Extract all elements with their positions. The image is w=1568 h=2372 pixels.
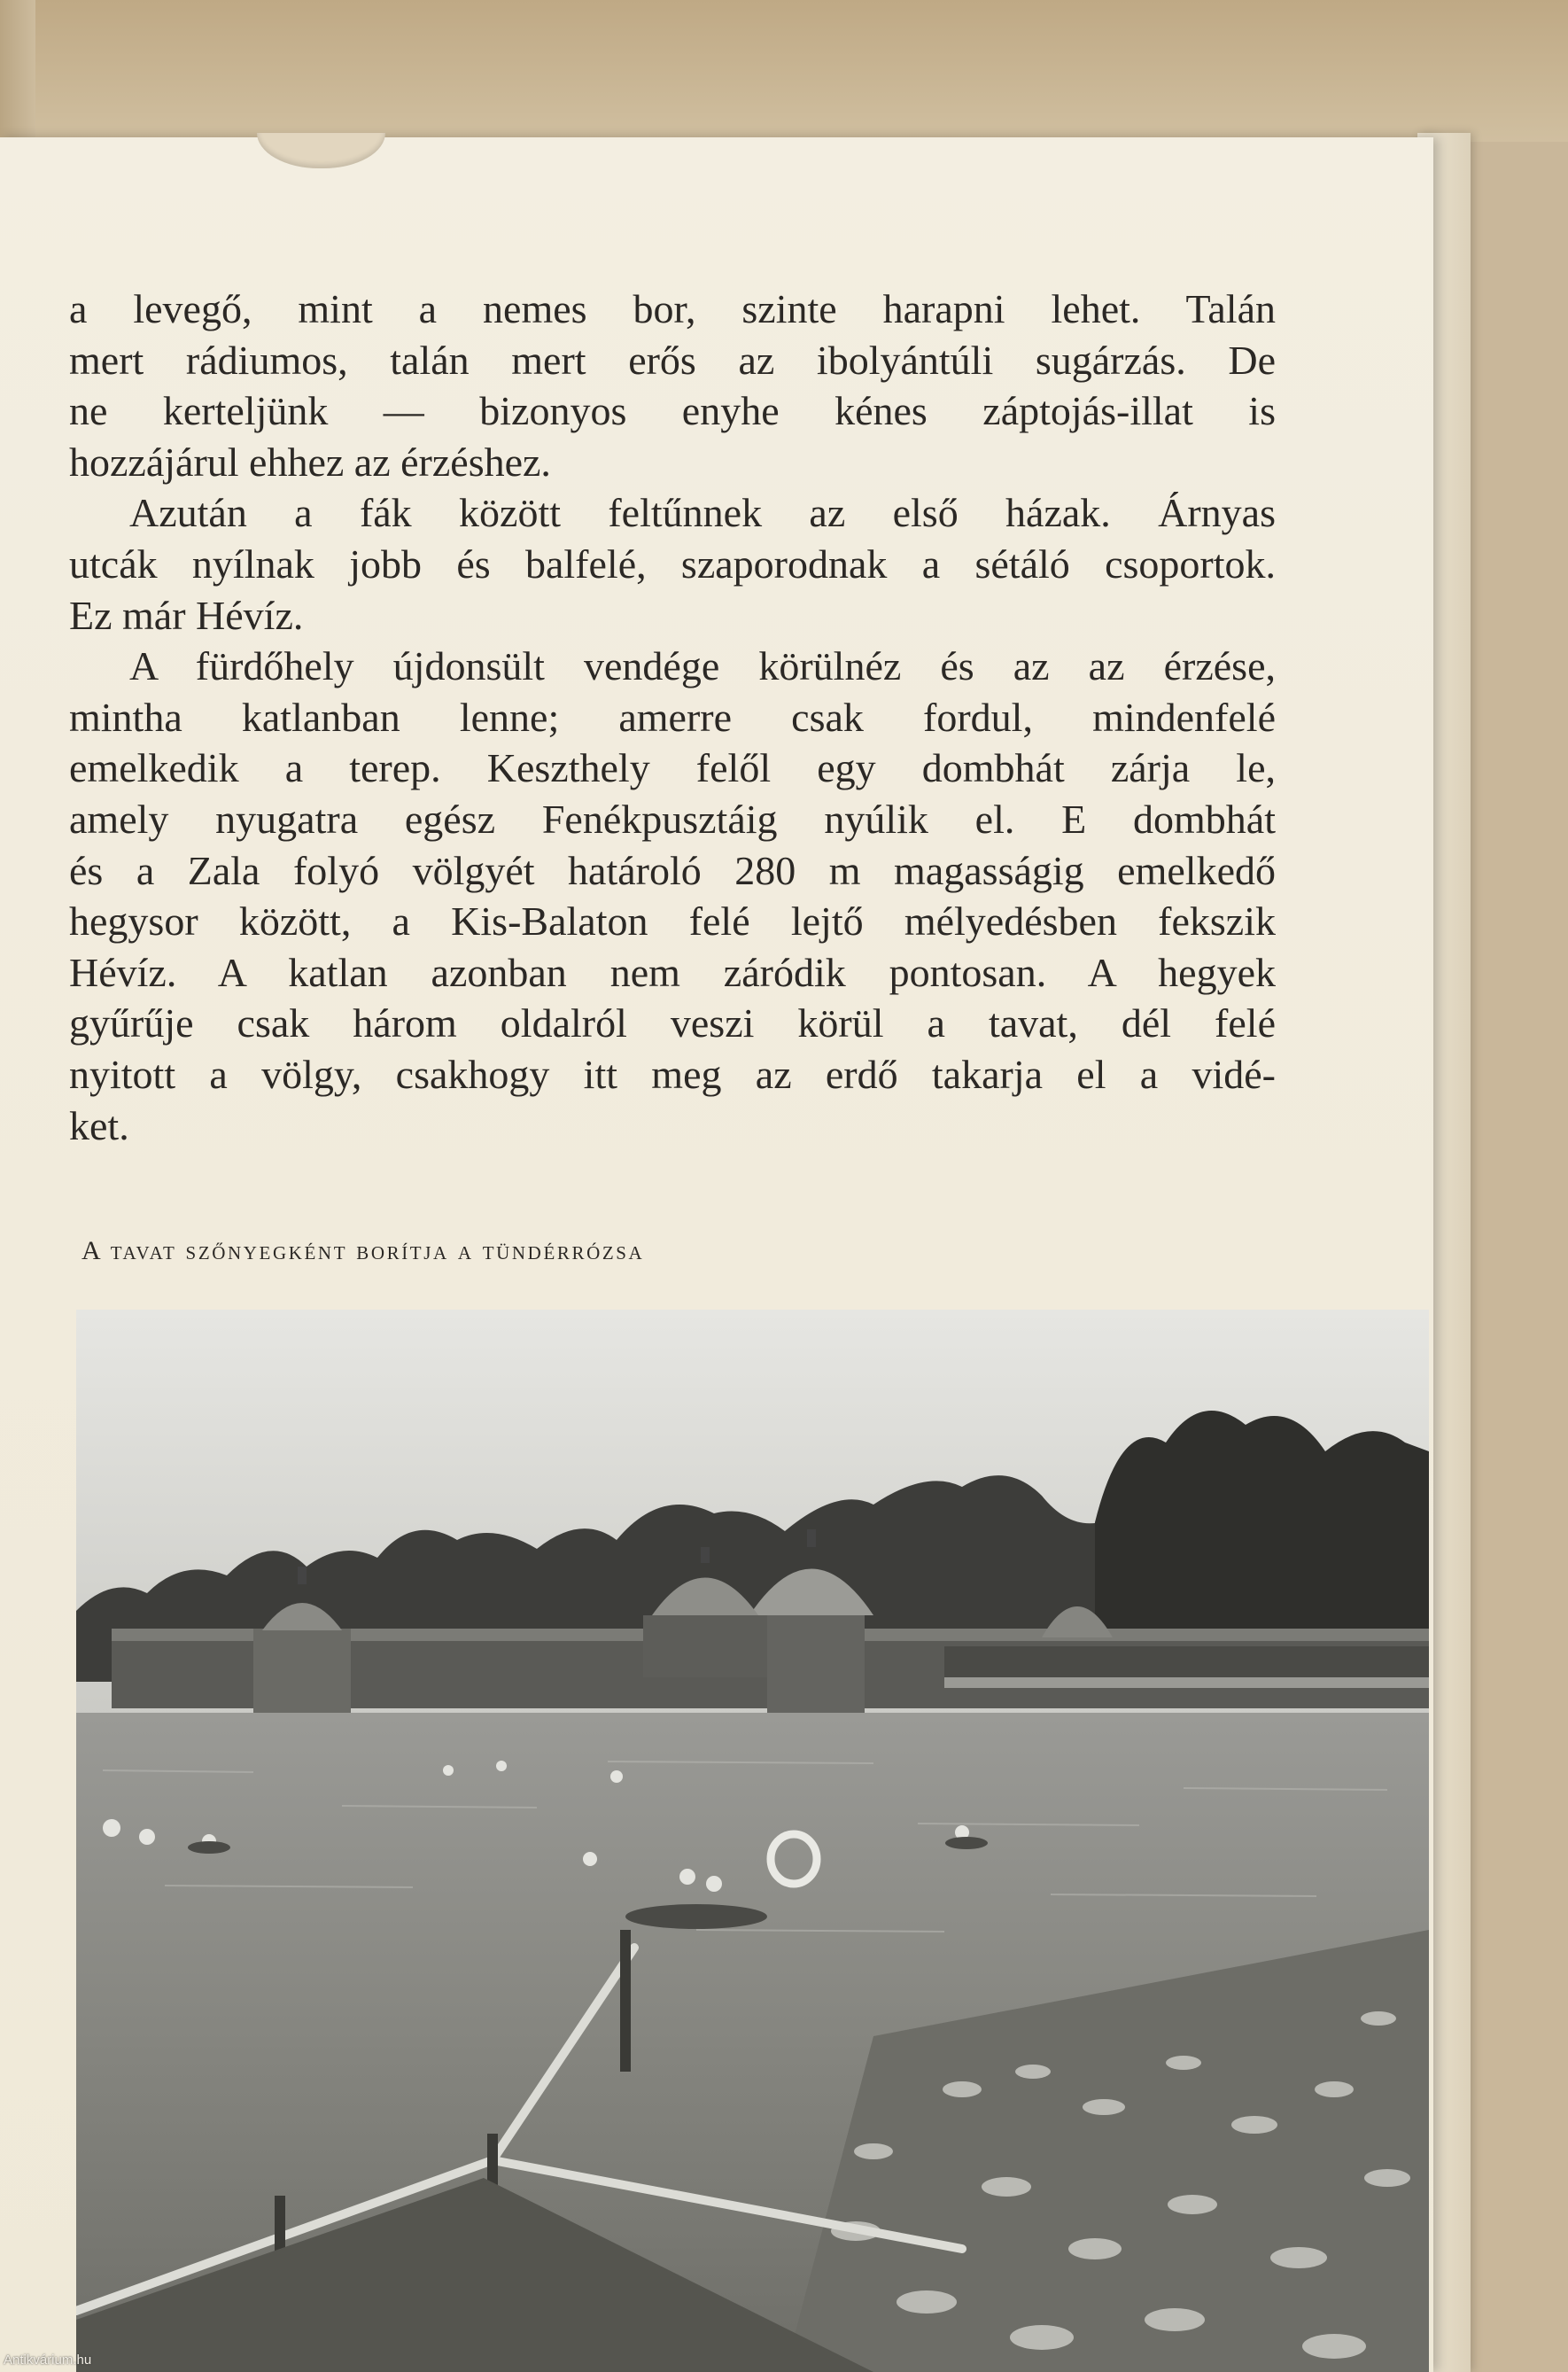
body-text (69, 284, 1276, 1151)
text-line: hegysor között, a Kis-Balaton felé lejtő mélyedésben fekszik (69, 898, 1276, 945)
text-line: mert rádiumos, talán mert erős az ibolyántúli sugárzás. De (69, 337, 1276, 383)
text-line: amely nyugatra egész Fenékpusztáig nyúlik el. E dombhát (69, 796, 1276, 842)
text-line: emelkedik a terep. Keszthely felől egy dombhát zárja le, (69, 745, 1276, 791)
text-line: gyűrűje csak három oldalról veszi körül a tavat, dél felé (69, 1000, 1276, 1046)
text-line: utcák nyílnak jobb és balfelé, szaporodnak a sétáló csoportok. (69, 541, 1276, 587)
text-line: A fürdőhely újdonsült vendége körülnéz és az az érzése, (129, 643, 1276, 689)
text-line: és a Zala folyó völgyét határoló 280 m magasságig emelkedő (69, 847, 1276, 893)
lake-photo (76, 1310, 1429, 2372)
text-line: ket. (69, 1102, 129, 1148)
photo-caption: A tavat szőnyegként borítja a tündérrózsa (82, 1236, 645, 1265)
text-line: Hévíz. A katlan azonban nem záródik pontosan. A hegyek (69, 949, 1276, 995)
watermark: Antikvárium.hu (4, 2353, 92, 2368)
lake-photo-image (76, 1310, 1429, 2372)
text-line: hozzájárul ehhez az érzéshez. (69, 439, 551, 485)
text-line: mintha katlanban lenne; amerre csak fordul, mindenfelé (69, 694, 1276, 740)
text-line: Azután a fák között feltűnnek az első házak. Árnyas (129, 490, 1276, 536)
text-line: ne kerteljünk — bizonyos enyhe kénes záptojás-illat is (69, 388, 1276, 434)
text-line: Ez már Hévíz. (69, 592, 304, 638)
background-top (0, 0, 1568, 142)
text-line: a levegő, mint a nemes bor, szinte harapni lehet. Talán (69, 286, 1276, 331)
text-line: nyitott a völgy, csakhogy itt meg az erdő takarja el a vidé- (69, 1051, 1276, 1097)
